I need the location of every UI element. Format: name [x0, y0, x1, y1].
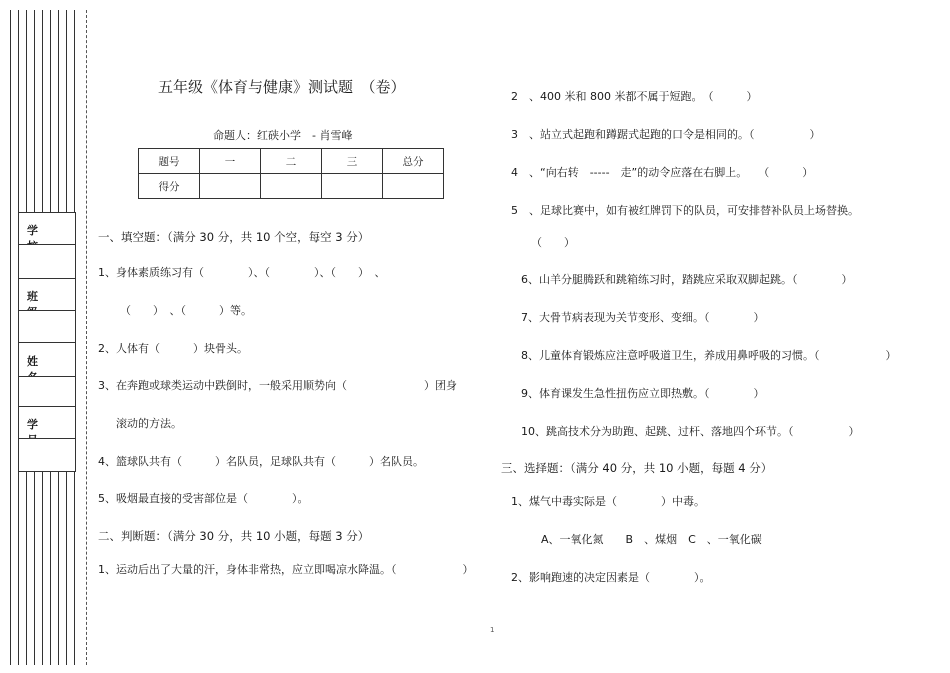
id-field[interactable] — [18, 438, 76, 472]
question-text: 4、篮球队共有（ ）名队员，足球队共有（ ）名队员。 — [98, 455, 424, 468]
table-row — [139, 149, 444, 174]
question-text: 7、大骨节病表现为关节变形、变细。（ ） — [521, 311, 765, 324]
section2-heading: 二、判断题：（满分 30 分，共 10 小题，每题 3 分） — [98, 529, 370, 543]
author-line: 命题人：红硖小学 - 肖雪峰 — [213, 129, 353, 142]
question-text: 1、煤气中毒实际是（ ）中毒。 — [511, 495, 705, 508]
score-table — [138, 148, 444, 199]
name-label: 姓 — [27, 355, 54, 368]
margin-rule — [10, 10, 11, 665]
question-text: 5、吸烟最直接的受害部位是（ ）。 — [98, 492, 309, 505]
question-text: 2、人体有（ ）块骨头。 — [98, 342, 248, 355]
table-cell: 三 — [322, 149, 383, 174]
section1-heading: 一、填空题：（满分 30 分，共 10 个空，每空 3 分） — [98, 230, 370, 244]
question-text: 9、体育课发生急性扭伤应立即热敷。（ ） — [521, 387, 765, 400]
score-cell-total[interactable] — [383, 174, 444, 199]
class-field[interactable] — [18, 310, 76, 344]
page-title: 五年级《体育与健康》测试题 （卷） — [158, 78, 406, 96]
table-row — [139, 174, 444, 199]
name-field[interactable] — [18, 376, 76, 408]
section3-heading: 三、选择题：（满分 40 分，共 10 小题，每题 4 分） — [501, 461, 773, 475]
table-cell: 二 — [261, 149, 322, 174]
class-label: 班 — [27, 290, 54, 303]
score-cell-2[interactable] — [261, 174, 322, 199]
question-text: （ ） — [531, 236, 575, 249]
question-text: 10、跳高技术分为助跑、起跳、过杆、落地四个环节。（ ） — [521, 425, 860, 438]
school-label: 学 — [27, 224, 54, 237]
question-text: 8、儿童体育锻炼应注意呼吸道卫生，养成用鼻呼吸的习惯。（ ） — [521, 349, 897, 362]
score-cell-1[interactable] — [200, 174, 261, 199]
cut-line — [86, 10, 87, 665]
name-label-box — [18, 342, 76, 378]
question-text: 2、影响跑速的决定因素是（ ）。 — [511, 571, 711, 584]
id-label: 学 — [27, 418, 54, 431]
id-label-box — [18, 406, 76, 440]
question-text: 2 、400 米和 800 米都不属于短跑。 （ ） — [511, 90, 758, 103]
question-text: 4 、“向右转 ----- 走”的动令应落在右脚上。 （ ） — [511, 166, 814, 179]
table-cell: 总分 — [383, 149, 444, 174]
answer-options: A、一氧化氮 B 、煤烟 C 、一氧化碳 — [541, 533, 762, 546]
page-number: 1 — [490, 626, 495, 634]
question-text: 3、在奔跑或球类运动中跌倒时，一般采用顺势向（ ）团身 — [98, 379, 457, 392]
table-cell: 题号 — [139, 149, 200, 174]
table-cell: 一 — [200, 149, 261, 174]
school-label-box — [18, 212, 76, 246]
score-cell-3[interactable] — [322, 174, 383, 199]
question-text: 滚动的方法。 — [116, 417, 182, 430]
question-text: 1、运动后出了大量的汗，身体非常热，应立即喝凉水降温。（ ） — [98, 563, 474, 576]
question-text: （ ） 、（ ）等。 — [120, 304, 252, 317]
question-text: 1、身体素质练习有（ ）、（ ）、（ ） 、 — [98, 266, 386, 279]
question-text: 3 、站立式起跑和蹲踞式起跑的口令是相同的。（ ） — [511, 128, 821, 141]
school-field[interactable] — [18, 244, 76, 280]
table-cell: 得分 — [139, 174, 200, 199]
question-text: 5 、足球比赛中，如有被红牌罚下的队员，可安排替补队员上场替换。 — [511, 204, 859, 217]
class-label-box — [18, 278, 76, 312]
question-text: 6、山羊分腿腾跃和跳箱练习时，踏跳应采取双脚起跳。（ ） — [521, 273, 853, 286]
